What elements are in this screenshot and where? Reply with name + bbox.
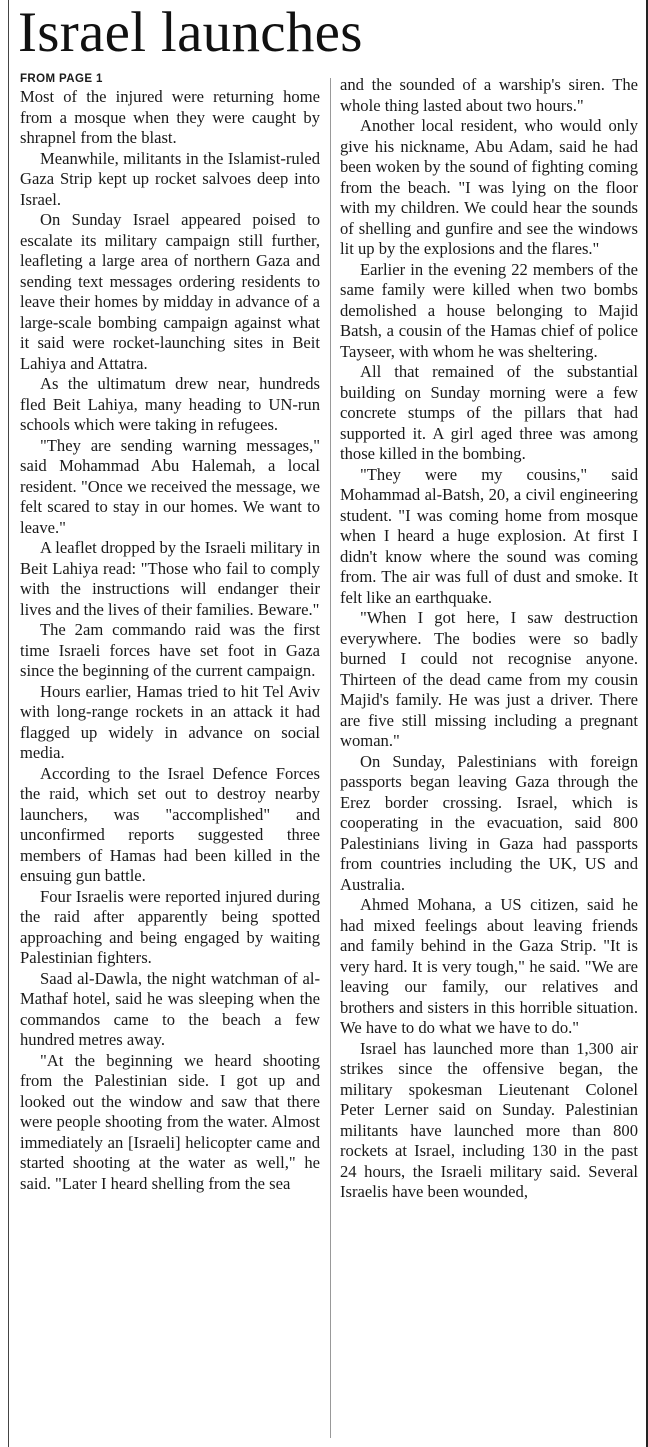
- paragraph: As the ultimatum drew near, hundreds fled Beit Lahiya, many heading to UN-run schools which were taking in refugees.: [20, 374, 320, 434]
- article-column-right: [340, 75, 638, 1203]
- headline: Israel launches: [18, 1, 363, 64]
- continuation-kicker: FROM PAGE 1: [20, 73, 103, 85]
- paragraph: "When I got here, I saw destruction everywhere. The bodies were so badly burned I could not recognise anyone. Thirteen of the dead came from my cousin Majid's family. He was just a driver. There are five still missing including a pregnant woman.": [340, 608, 638, 750]
- left-edge-rule: [8, 0, 9, 1447]
- paragraph: and the sounded of a warship's siren. The whole thing lasted about two hours.": [340, 75, 638, 115]
- paragraph: Saad al-Dawla, the night watchman of al-Mathaf hotel, said he was sleeping when the commandos came to the beach a few hundred metres away.: [20, 968, 320, 1049]
- paragraph: Another local resident, who would only give his nickname, Abu Adam, said he had been woken by the sound of fighting coming from the beach. "I was lying on the floor with my children. We could hear the sounds of shelling and gunfire and see the windows lit up by the explosions and the flares.": [340, 116, 638, 258]
- paragraph: According to the Israel Defence Forces the raid, which set out to destroy nearby launchers, was "accomplished" and unconfirmed reports suggested three members of Hamas had been killed in the ensuing gun battle.: [20, 763, 320, 885]
- paragraph: Four Israelis were reported injured during the raid after apparently being spotted approaching and being engaged by waiting Palestinian fighters.: [20, 886, 320, 967]
- paragraph: "They are sending warning messages," said Mohammad Abu Halemah, a local resident. "Once we received the message, we felt scared to stay in our homes. We want to leave.": [20, 435, 320, 537]
- paragraph: Meanwhile, militants in the Islamist-ruled Gaza Strip kept up rocket salvoes deep into Israel.: [20, 148, 320, 209]
- paragraph: The 2am commando raid was the first time Israeli forces have set foot in Gaza since the beginning of the current campaign.: [20, 620, 320, 680]
- article-column-left: [20, 72, 320, 1194]
- paragraph: On Sunday Israel appeared poised to escalate its military campaign still further, leafleting a large area of northern Gaza and sending text messages ordering residents to leave their homes by midday in advance of a large-scale bombing campaign against what it said were rocket-launching sites in Beit Lahiya and Attatra.: [20, 210, 320, 373]
- paragraph: A leaflet dropped by the Israeli military in Beit Lahiya read: "Those who fail to comply with the instructions will endanger their lives and the lives of their families. Beware.": [20, 538, 320, 619]
- paragraph: On Sunday, Palestinians with foreign passports began leaving Gaza through the Erez border crossing. Israel, which is cooperating in the evacuation, said 800 Palestinians living in Gaza had passports from countries including the UK, US and Australia.: [340, 751, 638, 894]
- paragraph: Most of the injured were returning home from a mosque when they were caught by shrapnel from the blast.: [20, 87, 320, 147]
- paragraph: "They were my cousins," said Mohammad al-Batsh, 20, a civil engineering student. "I was coming home from mosque when I heard a huge explosion. At first I didn't know where the sound was coming from. The air was full of dust and smoke. It felt like an earthquake.: [340, 464, 638, 607]
- paragraph: Israel has launched more than 1,300 air strikes since the offensive began, the military spokesman Lieutenant Colonel Peter Lerner said on Sunday. Palestinian militants have launched more than 800 rockets at Israel, including 130 in the past 24 hours, the Israeli military said. Several Israelis have been wounded,: [340, 1038, 638, 1201]
- paragraph: Ahmed Mohana, a US citizen, said he had mixed feelings about leaving friends and family behind in the Gaza Strip. "It is very hard. It is very tough," he said. "We are leaving our family, our relatives and brothers and sisters in this horrible situation. We have to do what we have to do.": [340, 895, 638, 1037]
- paragraph: Hours earlier, Hamas tried to hit Tel Aviv with long-range rockets in an attack it had flagged up widely in advance on social media.: [20, 681, 320, 762]
- paragraph: "At the beginning we heard shooting from the Palestinian side. I got up and looked out the window and saw that there were people shooting from the water. Almost immediately an [Israeli] helicopter came and started shooting at the water as well," he said. "Later I heard shelling from the sea: [20, 1050, 320, 1193]
- paragraph: Earlier in the evening 22 members of the same family were killed when two bombs demolished a house belonging to Majid Batsh, a cousin of the Hamas chief of police Tayseer, with whom he was sheltering.: [340, 259, 638, 361]
- column-divider: [330, 78, 331, 1438]
- paragraph: All that remained of the substantial building on Sunday morning were a few concrete stumps of the pillars that had supported it. A girl aged three was among those killed in the bombing.: [340, 362, 638, 463]
